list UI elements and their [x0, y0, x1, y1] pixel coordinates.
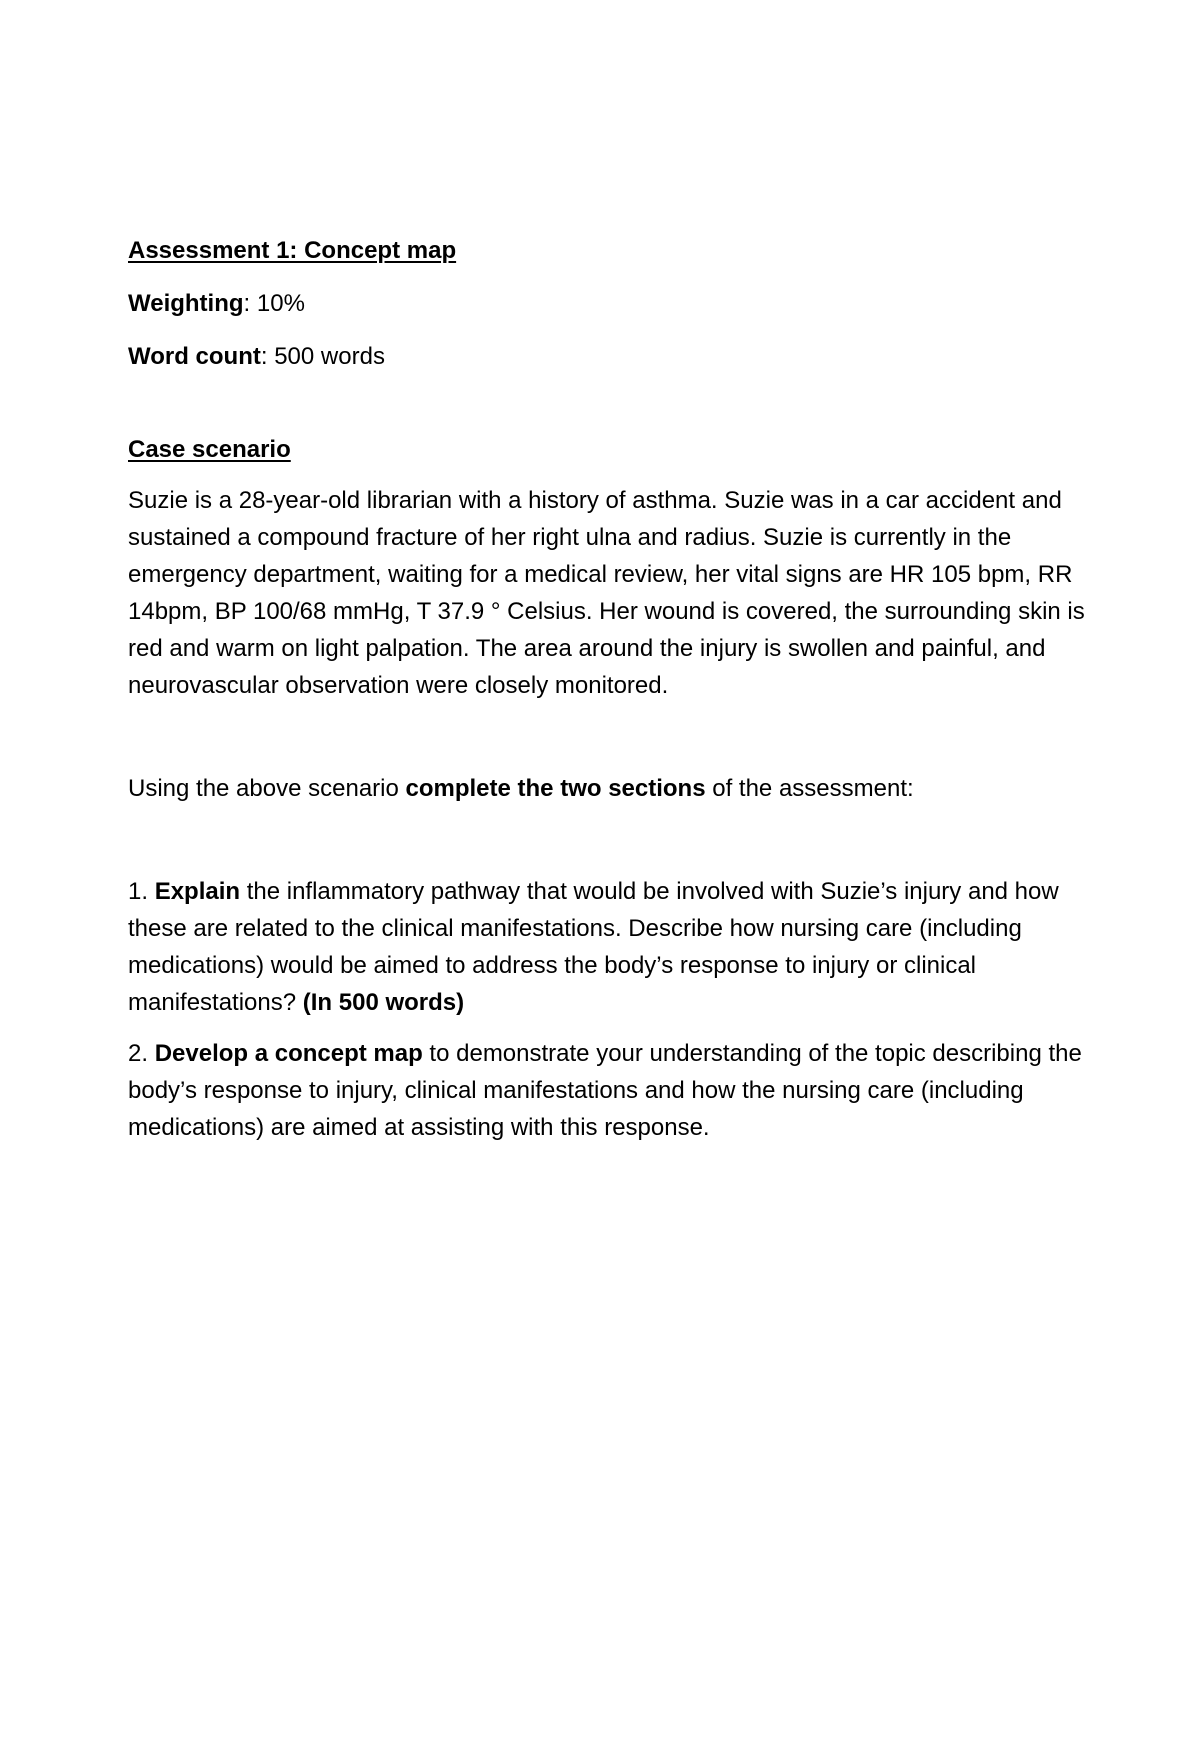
weighting-value: : 10% [243, 290, 305, 317]
instruction-before: Using the above scenario [128, 775, 406, 802]
task-1-keyword: Explain [154, 878, 241, 905]
task-2-text: to demonstrate your understanding of the topic describing the body’s response to injury, clinical manifestations and how the nursing care (including medications) are aimed at assisting with this response. [128, 1040, 1082, 1141]
weighting-line [128, 285, 1088, 322]
word-count-value: : 500 words [260, 343, 385, 370]
task-2-number: 2. [128, 1040, 155, 1067]
instruction-bold: complete the two sections [405, 775, 706, 802]
scenario-paragraph: Suzie is a 28-year-old librarian with a history of asthma. Suzie was in a car accident and sustained a compound fracture of her right ulna and radius. Suzie is currently in the emergency department, waiting for a medical review, her vital signs are HR 105 bpm, RR 14bpm, BP 100/68 mmHg, T 37.9 ° Celsius. Her wound is covered, the surrounding skin is red and warm on light palpation. The area around the injury is swollen and painful, and neurovascular observation were closely monitored. [128, 487, 1085, 699]
case-heading-text: Case scenario [128, 436, 291, 463]
document-body [128, 232, 1088, 1146]
page-title [128, 232, 1088, 269]
task-2-keyword: Develop a concept map [154, 1040, 423, 1067]
task-1-word-limit: (In 500 words) [302, 989, 465, 1016]
task-2 [128, 1035, 1088, 1146]
instruction-line [128, 770, 1088, 807]
task-1-text: the inflammatory pathway that would be involved with Suzie’s injury and how these are related to the clinical manifestations. Describe how nursing care (including medications) would be aimed to address the body’s response to injury or clinical manifestations? [128, 878, 1059, 1016]
task-1 [128, 873, 1088, 1021]
title-text: Assessment 1: Concept map [128, 237, 457, 264]
word-count-label: Word count [128, 343, 261, 370]
word-count-line [128, 338, 1088, 375]
weighting-label: Weighting [128, 290, 244, 317]
instruction-after: of the assessment: [705, 775, 914, 802]
task-1-number: 1. [128, 878, 155, 905]
case-scenario-heading [128, 431, 1088, 468]
